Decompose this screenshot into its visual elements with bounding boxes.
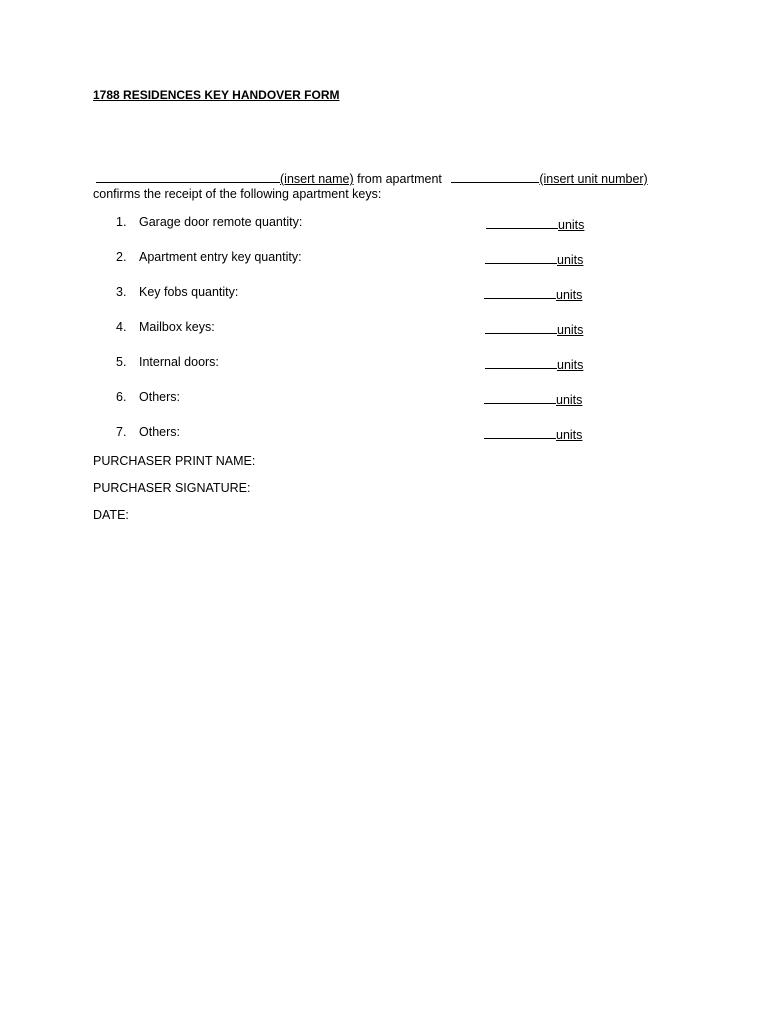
units-label: units [557,253,584,267]
list-item [0,285,768,303]
units-label: units [557,358,584,372]
list-item [0,425,768,443]
item-quantity [484,285,588,302]
from-apartment-text: from apartment [353,172,446,186]
item-label: Apartment entry key quantity: [139,250,302,264]
item-number: 3. [116,285,127,299]
quantity-blank-line[interactable] [484,390,556,404]
list-item [0,320,768,338]
unit-blank-line[interactable] [451,169,539,183]
item-quantity [484,390,588,407]
units-label: units [556,428,583,442]
item-quantity [486,215,590,232]
list-item [0,215,768,233]
item-number: 6. [116,390,127,404]
date-label: DATE: [93,508,129,522]
item-quantity [485,320,589,337]
item-label: Others: [139,390,180,404]
insert-unit-label: (insert unit number) [539,172,648,186]
list-item [0,250,768,268]
intro-line [93,169,693,187]
item-label: Mailbox keys: [139,320,215,334]
name-blank-line[interactable] [96,169,280,183]
item-number: 5. [116,355,127,369]
units-label: units [556,288,583,302]
item-label: Internal doors: [139,355,219,369]
item-number: 4. [116,320,127,334]
quantity-blank-line[interactable] [485,320,557,334]
quantity-blank-line[interactable] [485,250,557,264]
quantity-blank-line[interactable] [484,285,556,299]
list-item [0,355,768,373]
item-quantity [484,425,588,442]
quantity-blank-line[interactable] [485,355,557,369]
purchaser-print-name-label: PURCHASER PRINT NAME: [93,454,256,468]
units-label: units [557,323,584,337]
units-label: units [556,393,583,407]
units-label: units [558,218,585,232]
quantity-blank-line[interactable] [484,425,556,439]
list-item [0,390,768,408]
item-label: Others: [139,425,180,439]
item-number: 7. [116,425,127,439]
item-label: Garage door remote quantity: [139,215,303,229]
form-title: 1788 RESIDENCES KEY HANDOVER FORM [93,88,340,102]
quantity-blank-line[interactable] [486,215,558,229]
item-quantity [485,250,589,267]
confirm-text: confirms the receipt of the following apartment keys: [93,187,382,201]
item-quantity [485,355,589,372]
item-label: Key fobs quantity: [139,285,239,299]
item-number: 2. [116,250,127,264]
item-number: 1. [116,215,127,229]
insert-name-label: (insert name) [280,172,354,186]
purchaser-signature-label: PURCHASER SIGNATURE: [93,481,251,495]
